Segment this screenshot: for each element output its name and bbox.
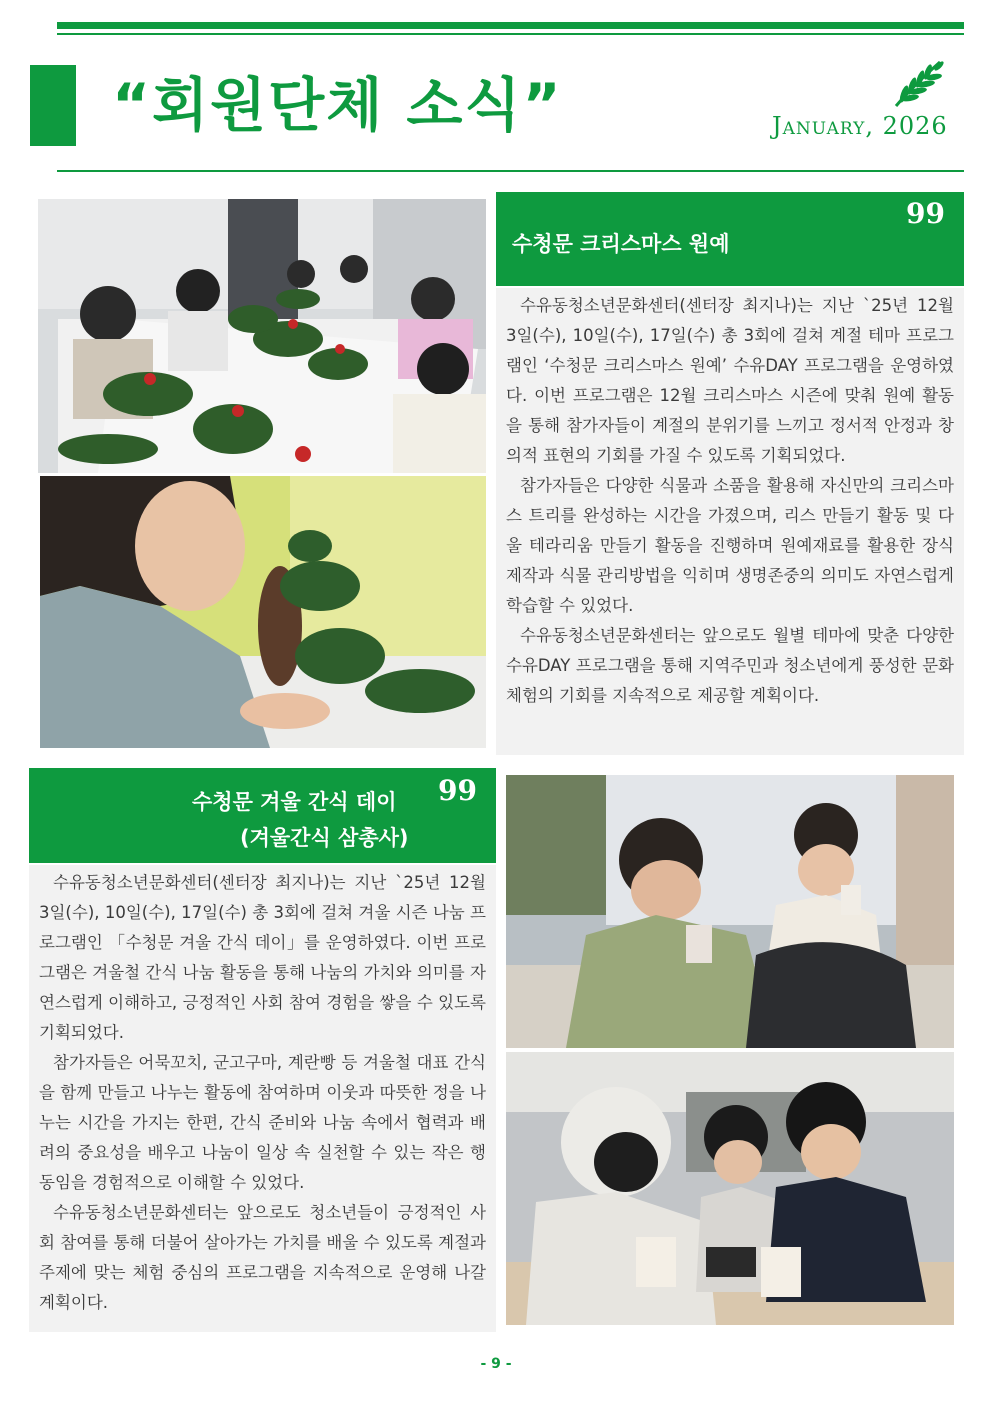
article1-paragraph: 참가자들은 다양한 식물과 소품을 활용해 자신만의 크리스마스 트리를 완성하는 시간을 가졌으며, 리스 만들기 활동 및 다울 테라리움 만들기 활동을 진행하며 원예재료를 활용한 장식제작과 식물 관리방법을 익히며 생명존중의 의미도 자연스럽게 학습할 수 있었다. — [506, 476, 954, 615]
quote-icon: 99 — [906, 197, 945, 230]
title-accent-block — [30, 65, 76, 146]
photo-three-youths — [506, 1052, 954, 1325]
quote-icon: 99 — [438, 774, 477, 807]
article2-body — [29, 865, 496, 1332]
header-rule-thick — [57, 22, 964, 29]
article1-paragraph: 수유동청소년문화센터(센터장 최지나)는 지난 `25년 12월 3일(수), 10일(수), 17일(수) 총 3회에 걸쳐 계절 테마 프로그램인 ‘수청문 크리스마스 원예’ 수유DAY 프로그램을 운영하였다. 이번 프로그램은 12월 크리스마스 시즌에 맞춰 원예 활동을 통해 참가자들이 계절의 분위기를 느끼고 정서적 안정과 창의적 표현의 기회를 가질 수 있도록 기획되었다. — [506, 296, 954, 465]
photo-christmas-group — [38, 199, 486, 473]
issue-date: January, 2026 — [772, 112, 948, 140]
header-rule-bottom — [57, 170, 964, 172]
page-number: - 9 - — [480, 1356, 512, 1372]
header-rule-thin — [57, 33, 964, 35]
article2-heading-line1: 수청문 겨울 간식 데이 — [192, 790, 397, 814]
article1-paragraph: 수유동청소년문화센터는 앞으로도 월별 테마에 맞춘 다양한 수유DAY 프로그램을 통해 지역주민과 청소년에게 풍성한 문화체험의 기회를 지속적으로 제공할 계획이다. — [506, 626, 954, 705]
article2-paragraph: 참가자들은 어묵꼬치, 군고구마, 계란빵 등 겨울철 대표 간식을 함께 만들고 나누는 활동에 참여하며 이웃과 따뜻한 정을 나누는 시간을 가지는 한편, 간식 준비와 나눔 속에서 협력과 배려의 중요성을 배우고 나눔이 일상 속 실천할 수 있는 작은 행동임을 경험적으로 이해할 수 있었다. — [39, 1053, 486, 1192]
article1-heading: 수청문 크리스마스 원예 — [512, 232, 730, 256]
article2-paragraph: 수유동청소년문화센터는 앞으로도 청소년들이 긍정적인 사회 참여를 통해 더불어 살아가는 가치를 배울 수 있도록 계절과 주제에 맞는 체험 중심의 프로그램을 지속적으로 운영해 나갈 계획이다. — [39, 1203, 486, 1312]
page-title: “회원단체 소식” — [112, 71, 563, 139]
article2-paragraph: 수유동청소년문화센터(센터장 최지나)는 지난 `25년 12월 3일(수), 10일(수), 17일(수) 총 3회에 걸쳐 겨울 시즌 나눔 프로그램인 「수청문 겨울 간식 데이」를 운영하였다. 이번 프로그램은 겨울철 간식 나눔 활동을 통해 나눔의 가치와 의미를 자연스럽게 이해하고, 긍정적인 사회 참여 경험을 쌓을 수 있도록 기획되었다. — [39, 873, 486, 1042]
article1-body — [496, 288, 964, 755]
photo-girl-wreath — [40, 476, 486, 748]
leaf-icon — [890, 58, 946, 110]
article2-heading-line2: (겨울간식 삼총사) — [240, 826, 409, 850]
photo-snack-girls — [506, 775, 954, 1048]
